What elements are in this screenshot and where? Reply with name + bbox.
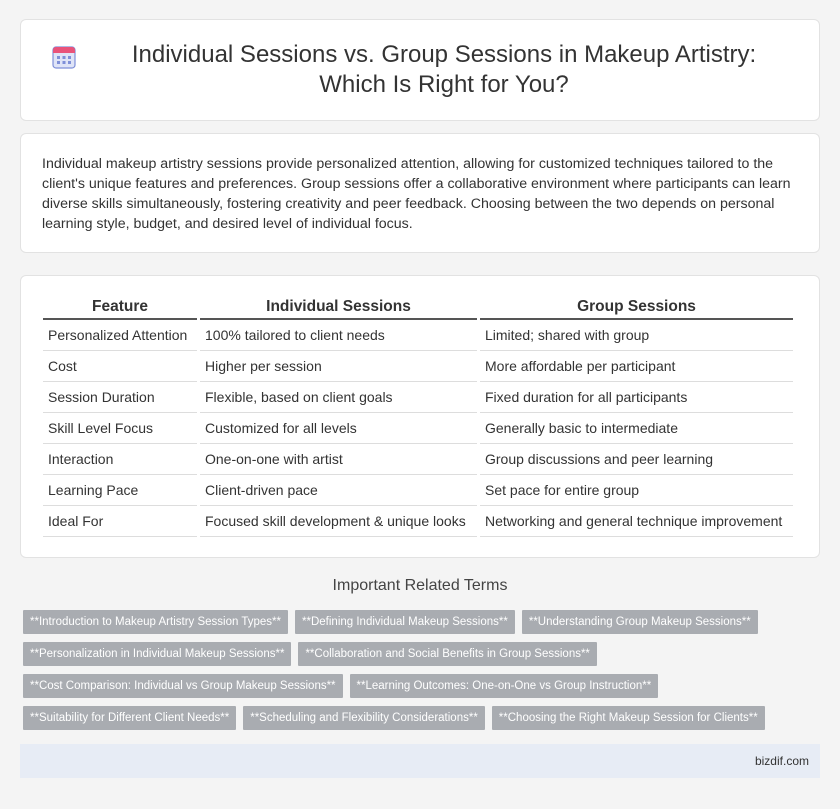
table-row	[43, 475, 793, 506]
related-terms-list	[23, 610, 813, 730]
related-term-tag[interactable]: **Personalization in Individual Makeup Sessions**	[23, 642, 291, 666]
related-terms-title: Important Related Terms	[332, 577, 508, 594]
related-term-tag[interactable]: **Understanding Group Makeup Sessions**	[522, 610, 758, 634]
header-card	[20, 19, 820, 121]
page-title: Individual Sessions vs. Group Sessions in Makeup Artistry: Which Is Right for You?	[131, 41, 757, 98]
related-term-tag[interactable]: **Defining Individual Makeup Sessions**	[295, 610, 515, 634]
table-cell: Generally basic to intermediate	[480, 413, 793, 444]
related-term-tag[interactable]: **Choosing the Right Makeup Session for Clients**	[492, 706, 765, 730]
table-cell: Focused skill development & unique looks	[200, 506, 477, 537]
table-row	[43, 413, 793, 444]
table-cell: Customized for all levels	[200, 413, 477, 444]
table-cell: Flexible, based on client goals	[200, 382, 477, 413]
table-cell: Group discussions and peer learning	[480, 444, 793, 475]
table-cell: Learning Pace	[43, 475, 197, 506]
table-cell: One-on-one with artist	[200, 444, 477, 475]
comparison-card	[20, 275, 820, 558]
table-cell: Ideal For	[43, 506, 197, 537]
table-cell: Interaction	[43, 444, 197, 475]
related-term-tag[interactable]: **Learning Outcomes: One-on-One vs Group Instruction**	[350, 674, 659, 698]
table-row	[43, 444, 793, 475]
table-row	[43, 382, 793, 413]
comparison-table	[40, 295, 796, 537]
calendar-icon	[51, 44, 77, 70]
table-row	[43, 320, 793, 351]
table-cell: Cost	[43, 351, 197, 382]
table-cell: 100% tailored to client needs	[200, 320, 477, 351]
column-header-group: Group Sessions	[480, 295, 793, 320]
table-row	[43, 351, 793, 382]
table-cell: Limited; shared with group	[480, 320, 793, 351]
related-term-tag[interactable]: **Collaboration and Social Benefits in Group Sessions**	[298, 642, 596, 666]
table-row	[43, 506, 793, 537]
table-cell: Skill Level Focus	[43, 413, 197, 444]
table-cell: Client-driven pace	[200, 475, 477, 506]
column-header-feature: Feature	[43, 295, 197, 320]
related-term-tag[interactable]: **Scheduling and Flexibility Considerations**	[243, 706, 485, 730]
related-term-tag[interactable]: **Introduction to Makeup Artistry Session Types**	[23, 610, 288, 634]
intro-paragraph: Individual makeup artistry sessions provide personalized attention, allowing for customized techniques tailored to the client's unique features and preferences. Group sessions offer a collaborative environment where participants can learn diverse skills simultaneously, fostering creativity and peer feedback. Choosing between the two depends on personal learning style, budget, and desired level of individual focus.	[42, 156, 791, 232]
table-cell: Personalized Attention	[43, 320, 197, 351]
footer-brand-link[interactable]: bizdif.com	[754, 754, 809, 768]
table-cell: Set pace for entire group	[480, 475, 793, 506]
table-cell: Fixed duration for all participants	[480, 382, 793, 413]
table-cell: More affordable per participant	[480, 351, 793, 382]
related-term-tag[interactable]: **Cost Comparison: Individual vs Group Makeup Sessions**	[23, 674, 343, 698]
footer	[20, 744, 820, 778]
related-term-tag[interactable]: **Suitability for Different Client Needs**	[23, 706, 236, 730]
table-cell: Higher per session	[200, 351, 477, 382]
column-header-individual: Individual Sessions	[200, 295, 477, 320]
intro-card	[20, 133, 820, 253]
table-cell: Networking and general technique improvement	[480, 506, 793, 537]
table-cell: Session Duration	[43, 382, 197, 413]
table-header-row	[43, 295, 793, 320]
